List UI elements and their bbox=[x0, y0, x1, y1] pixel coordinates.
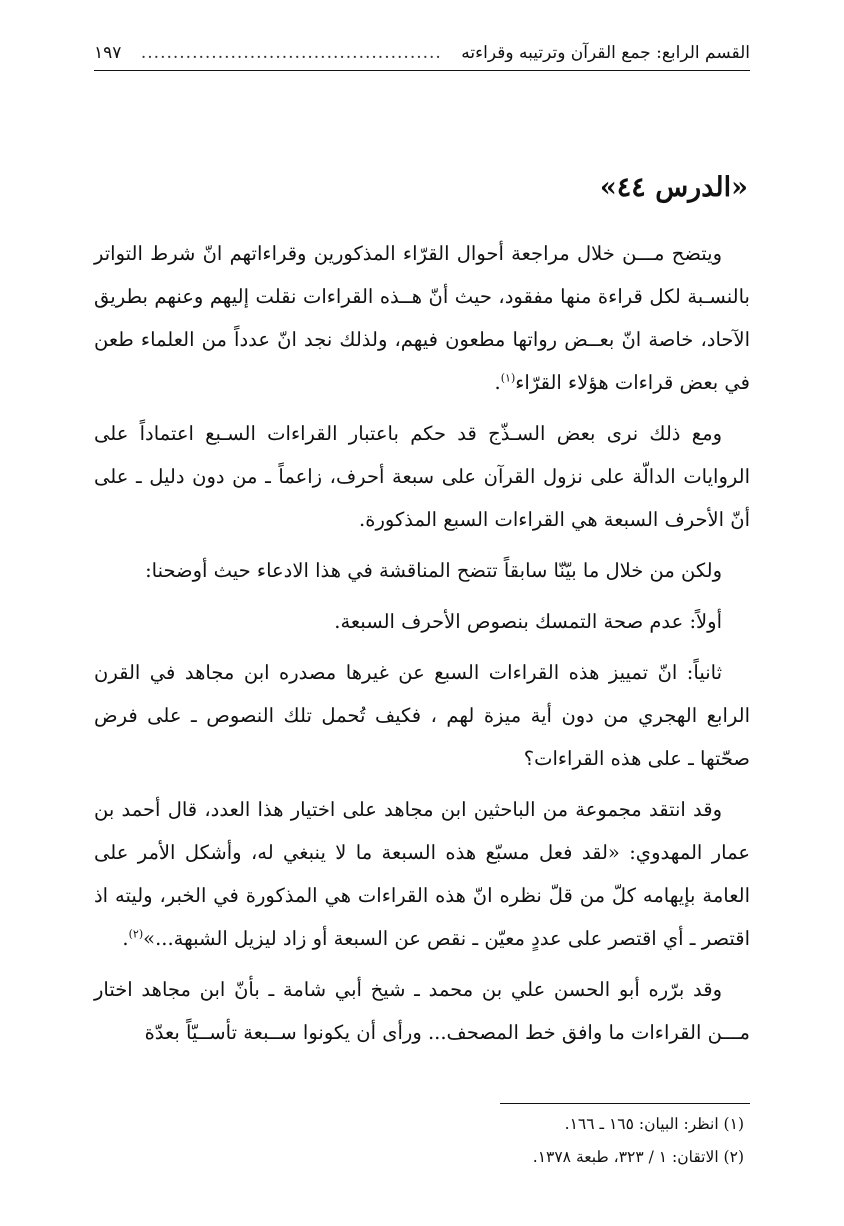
footnote-ref-1: (١) bbox=[500, 371, 516, 385]
paragraph-1-tail: . bbox=[494, 371, 501, 394]
paragraph-5: ثانياً: انّ تمييز هذه القراءات السبع عن غيرها مصدره ابن مجاهد في القرن الرابع الهجري من دون أية ميزة لهم ، فكيف تُحمل تلك النصوص ـ على فرض صحّتها ـ على هذه القراءات؟ bbox=[94, 661, 750, 770]
paragraph-6 bbox=[94, 788, 750, 960]
paragraph-7: وقد برّره أبو الحسن علي بن محمد ـ شيخ أبي شامة ـ بأنّ ابن مجاهد اختار مـــن القراءات ما وافق خط المصحف... ورأى أن يكونوا ســبعة تأســيّاً بعدّة bbox=[94, 978, 750, 1044]
running-header-title: القسم الرابع: جمع القرآن وترتيبه وقراءته bbox=[461, 43, 750, 63]
paragraph-6-tail: . bbox=[122, 927, 129, 950]
page-number: ١٩٧ bbox=[94, 43, 122, 63]
paragraph-1 bbox=[94, 232, 750, 404]
running-header bbox=[94, 38, 750, 68]
footnote-ref-2: (٢) bbox=[128, 927, 144, 941]
footnotes bbox=[100, 1108, 744, 1174]
header-divider bbox=[94, 70, 750, 71]
footnote-2: (٢) الاتقان: ١ / ٣٢٣، طبعة ١٣٧٨. bbox=[532, 1148, 744, 1166]
body-text bbox=[94, 232, 750, 1062]
footnote-divider bbox=[500, 1103, 750, 1104]
footnote-1: (١) انظر: البيان: ١٦٥ ـ ١٦٦. bbox=[564, 1115, 744, 1133]
paragraph-4: أولاً: عدم صحة التمسك بنصوص الأحرف السبعة. bbox=[334, 610, 722, 633]
lesson-title: «الدرس ٤٤» bbox=[599, 172, 748, 203]
running-header-leader-dots: ............................................... bbox=[140, 43, 442, 63]
paragraph-2: ومع ذلك نرى بعض السـذّج قد حكم باعتبار القراءات السـبع اعتماداً على الروايات الدالّة على نزول القرآن على سبعة أحرف، زاعماً ـ من دون دليل ـ على أنّ الأحرف السبعة هي القراءات السبع المذكورة. bbox=[94, 422, 750, 531]
paragraph-1-text: ويتضح مـــن خلال مراجعة أحوال القرّاء المذكورين وقراءاتهم انّ شرط التواتر بالنسـبة لكل قراءة منها مفقود، حيث أنّ هــذه القراءات نقلت إليهم وعنهم بطريق الآحاد، خاصة انّ بعــض رواتها مطعون فيهم، ولذلك نجد انّ عدداً من العلماء طعن في بعض قراءات هؤلاء القرّاء bbox=[94, 242, 750, 394]
paragraph-6-text: وقد انتقد مجموعة من الباحثين ابن مجاهد على اختيار هذا العدد، قال أحمد بن عمار المهدوي: «لقد فعل مسبّع هذه السبعة ما لا ينبغي له، وأشكل الأمر على العامة بإيهامه كلّ من قلّ نظره انّ هذه القراءات هي المذكورة في الخبر، وليته اذ اقتصر ـ أي اقتصر على عددٍ معيّن ـ نقص عن السبعة أو زاد ليزيل الشبهة...» bbox=[94, 798, 750, 950]
paragraph-3: ولكن من خلال ما بيّنّا سابقاً تتضح المناقشة في هذا الادعاء حيث أوضحنا: bbox=[145, 559, 722, 582]
